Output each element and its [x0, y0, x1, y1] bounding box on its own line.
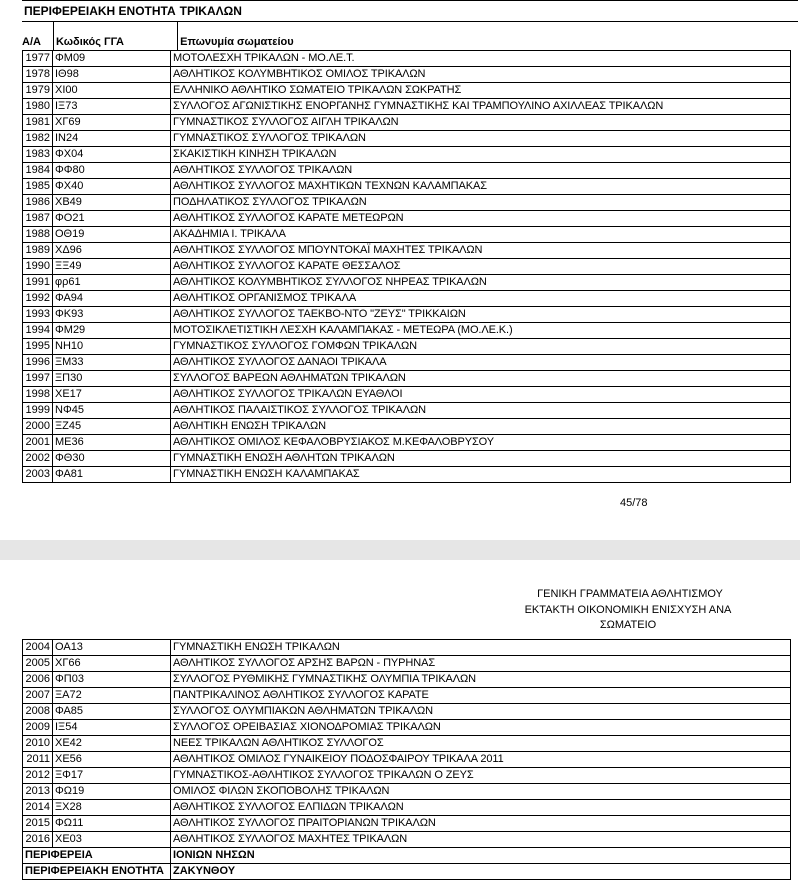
row-number: 2016 — [23, 832, 53, 848]
table-row — [23, 656, 791, 672]
row-code: ΦΜ09 — [53, 51, 171, 67]
table-row — [23, 704, 791, 720]
document-page-bottom — [0, 560, 800, 889]
row-number: 1999 — [23, 403, 53, 419]
row-club-name: ΠΑΝΤΡΙΚΑΛΙΝΟΣ ΑΘΛΗΤΙΚΟΣ ΣΥΛΛΟΓΟΣ ΚΑΡΑΤΕ — [171, 688, 791, 704]
clubs-table-bottom — [22, 639, 791, 880]
table-row — [23, 227, 791, 243]
section-value: ΙΟΝΙΩΝ ΝΗΣΩΝ — [171, 848, 791, 864]
clubs-table-top — [22, 50, 791, 483]
table-row — [23, 435, 791, 451]
row-number: 1991 — [23, 275, 53, 291]
row-number: 2014 — [23, 800, 53, 816]
row-code: ΦΘ30 — [53, 451, 171, 467]
row-number: 1980 — [23, 99, 53, 115]
row-code: ΦΠ03 — [53, 672, 171, 688]
table-row — [23, 211, 791, 227]
row-club-name: ΑΘΛΗΤΙΚΟΣ ΟΜΙΛΟΣ ΚΕΦΑΛΟΒΡΥΣΙΑΚΟΣ Μ.ΚΕΦΑΛΟΒΡΥΣΟΥ — [171, 435, 791, 451]
table-row — [23, 387, 791, 403]
table-row — [23, 323, 791, 339]
row-number: 1986 — [23, 195, 53, 211]
row-club-name: ΝΕΕΣ ΤΡΙΚΑΛΩΝ ΑΘΛΗΤΙΚΟΣ ΣΥΛΛΟΓΟΣ — [171, 736, 791, 752]
row-number: 2013 — [23, 784, 53, 800]
row-code: ΙΘ98 — [53, 67, 171, 83]
row-code: ΧΙ00 — [53, 83, 171, 99]
table-row — [23, 736, 791, 752]
column-header-name: Επωνυμία σωματείου — [178, 34, 798, 50]
row-number: 1979 — [23, 83, 53, 99]
row-number: 1993 — [23, 307, 53, 323]
page-number: 45/78 — [620, 497, 648, 509]
row-number: 2003 — [23, 467, 53, 483]
table-row — [23, 339, 791, 355]
row-code: ΧΓ69 — [53, 115, 171, 131]
row-number: 2007 — [23, 688, 53, 704]
table-row — [23, 83, 791, 99]
table-row — [23, 275, 791, 291]
row-number: 2015 — [23, 816, 53, 832]
row-code: ΙΝ24 — [53, 131, 171, 147]
row-number: 2001 — [23, 435, 53, 451]
row-club-name: ΣΥΛΛΟΓΟΣ ΒΑΡΕΩΝ ΑΘΛΗΜΑΤΩΝ ΤΡΙΚΑΛΩΝ — [171, 371, 791, 387]
row-club-name: ΟΜΙΛΟΣ ΦΙΛΩΝ ΣΚΟΠΟΒΟΛΗΣ ΤΡΙΚΑΛΩΝ — [171, 784, 791, 800]
row-club-name: ΑΘΛΗΤΙΚΟΣ ΣΥΛΛΟΓΟΣ ΚΑΡΑΤΕ ΜΕΤΕΩΡΩΝ — [171, 211, 791, 227]
row-club-name: ΓΥΜΝΑΣΤΙΚΗ ΕΝΩΣΗ ΑΘΛΗΤΩΝ ΤΡΙΚΑΛΩΝ — [171, 451, 791, 467]
row-code: ΞΖ45 — [53, 419, 171, 435]
row-number: 1998 — [23, 387, 53, 403]
row-number: 2002 — [23, 451, 53, 467]
row-number: 1988 — [23, 227, 53, 243]
row-club-name: ΓΥΜΝΑΣΤΙΚΟΣ ΣΥΛΛΟΓΟΣ ΤΡΙΚΑΛΩΝ — [171, 131, 791, 147]
page-separator — [0, 540, 800, 560]
row-number: 2005 — [23, 656, 53, 672]
row-club-name: ΜΟΤΟΣΙΚΛΕΤΙΣΤΙΚΗ ΛΕΣΧΗ ΚΑΛΑΜΠΑΚΑΣ - ΜΕΤΕΩΡΑ (ΜΟ.ΛΕ.Κ.) — [171, 323, 791, 339]
table-row — [23, 672, 791, 688]
table-row — [23, 371, 791, 387]
row-club-name: ΑΘΛΗΤΙΚΟΣ ΣΥΛΛΟΓΟΣ ΜΑΧΗΤΕΣ ΤΡΙΚΑΛΩΝ — [171, 832, 791, 848]
row-club-name: ΑΚΑΔΗΜΙΑ Ι. ΤΡΙΚΑΛΑ — [171, 227, 791, 243]
table-row — [23, 467, 791, 483]
row-code: ΞΦ17 — [53, 768, 171, 784]
row-code: φρ61 — [53, 275, 171, 291]
row-number: 1981 — [23, 115, 53, 131]
table-row — [23, 115, 791, 131]
row-code: ΦΑ94 — [53, 291, 171, 307]
row-number: 1990 — [23, 259, 53, 275]
row-number: 1987 — [23, 211, 53, 227]
row-club-name: ΕΛΛΗΝΙΚΟ ΑΘΛΗΤΙΚΟ ΣΩΜΑΤΕΙΟ ΤΡΙΚΑΛΩΝ ΣΩΚΡΑΤΗΣ — [171, 83, 791, 99]
row-code: ΦΩ11 — [53, 816, 171, 832]
row-code: ΧΕ03 — [53, 832, 171, 848]
row-code: ΦΧ40 — [53, 179, 171, 195]
row-number: 1983 — [23, 147, 53, 163]
row-code: ΞΑ72 — [53, 688, 171, 704]
row-club-name: ΓΥΜΝΑΣΤΙΚΟΣ ΣΥΛΛΟΓΟΣ ΓΟΜΦΩΝ ΤΡΙΚΑΛΩΝ — [171, 339, 791, 355]
table-row — [23, 99, 791, 115]
row-club-name: ΣΥΛΛΟΓΟΣ ΟΛΥΜΠΙΑΚΩΝ ΑΘΛΗΜΑΤΩΝ ΤΡΙΚΑΛΩΝ — [171, 704, 791, 720]
row-number: 1992 — [23, 291, 53, 307]
table-row — [23, 688, 791, 704]
table-row — [23, 752, 791, 768]
column-header-code: Κωδικός ΓΓΑ — [54, 34, 178, 50]
row-number: 1989 — [23, 243, 53, 259]
table-row — [23, 832, 791, 848]
doc-header-line1: ΓΕΝΙΚΗ ΓΡΑΜΜΑΤΕΙΑ ΑΘΛΗΤΙΣΜΟΥ — [537, 588, 723, 600]
row-code: ΦΟ21 — [53, 211, 171, 227]
row-club-name: ΑΘΛΗΤΙΚΟΣ ΣΥΛΛΟΓΟΣ ΜΑΧΗΤΙΚΩΝ ΤΕΧΝΩΝ ΚΑΛΑΜΠΑΚΑΣ — [171, 179, 791, 195]
section-row — [23, 848, 791, 864]
row-code: ΧΕ42 — [53, 736, 171, 752]
row-club-name: ΜΟΤΟΛΕΣΧΗ ΤΡΙΚΑΛΩΝ - ΜΟ.ΛΕ.Τ. — [171, 51, 791, 67]
table-row — [23, 195, 791, 211]
row-code: ΦΩ19 — [53, 784, 171, 800]
row-code: ΙΞ54 — [53, 720, 171, 736]
row-number: 1978 — [23, 67, 53, 83]
section-value: ΖΑΚΥΝΘΟΥ — [171, 864, 791, 880]
row-number: 1997 — [23, 371, 53, 387]
table-row — [23, 816, 791, 832]
row-club-name: ΑΘΛΗΤΙΚΟΣ ΣΥΛΛΟΓΟΣ ΔΑΝΑΟΙ ΤΡΙΚΑΛΑ — [171, 355, 791, 371]
row-number: 2006 — [23, 672, 53, 688]
table-row — [23, 419, 791, 435]
table-row — [23, 291, 791, 307]
row-code: ΦΚ93 — [53, 307, 171, 323]
row-club-name: ΑΘΛΗΤΙΚΟΣ ΣΥΛΛΟΓΟΣ ΑΡΣΗΣ ΒΑΡΩΝ - ΠΥΡΗΝΑΣ — [171, 656, 791, 672]
table-row — [23, 720, 791, 736]
table-row — [23, 403, 791, 419]
table-row — [23, 768, 791, 784]
row-code: ΦΦ80 — [53, 163, 171, 179]
row-code: ΞΧ28 — [53, 800, 171, 816]
section-row — [23, 864, 791, 880]
row-club-name: ΑΘΛΗΤΙΚΟΣ ΣΥΛΛΟΓΟΣ ΤΑΕΚΒΟ-ΝΤΟ "ΖΕΥΣ" ΤΡΙΚΚΑΙΩΝ — [171, 307, 791, 323]
row-club-name: ΓΥΜΝΑΣΤΙΚΟΣ-ΑΘΛΗΤΙΚΟΣ ΣΥΛΛΟΓΟΣ ΤΡΙΚΑΛΩΝ Ο ΖΕΥΣ — [171, 768, 791, 784]
row-club-name: ΣΥΛΛΟΓΟΣ ΟΡΕΙΒΑΣΙΑΣ ΧΙΟΝΟΔΡΟΜΙΑΣ ΤΡΙΚΑΛΩΝ — [171, 720, 791, 736]
row-club-name: ΑΘΛΗΤΙΚΟΣ ΚΟΛΥΜΒΗΤΙΚΟΣ ΣΥΛΛΟΓΟΣ ΝΗΡΕΑΣ ΤΡΙΚΑΛΩΝ — [171, 275, 791, 291]
row-code: ΞΞ49 — [53, 259, 171, 275]
table-row — [23, 640, 791, 656]
row-number: 2012 — [23, 768, 53, 784]
row-number: 2000 — [23, 419, 53, 435]
row-club-name: ΑΘΛΗΤΙΚΟΣ ΣΥΛΛΟΓΟΣ ΚΑΡΑΤΕ ΘΕΣΣΑΛΟΣ — [171, 259, 791, 275]
row-club-name: ΑΘΛΗΤΙΚΟΣ ΟΡΓΑΝΙΣΜΟΣ ΤΡΙΚΑΛΑ — [171, 291, 791, 307]
row-code: ΧΕ56 — [53, 752, 171, 768]
table-row — [23, 147, 791, 163]
row-club-name: ΑΘΛΗΤΙΚΟΣ ΣΥΛΛΟΓΟΣ ΤΡΙΚΑΛΩΝ — [171, 163, 791, 179]
row-number: 1996 — [23, 355, 53, 371]
row-number: 1995 — [23, 339, 53, 355]
row-code: ΙΞ73 — [53, 99, 171, 115]
table-row — [23, 451, 791, 467]
row-club-name: ΓΥΜΝΑΣΤΙΚΗ ΕΝΩΣΗ ΤΡΙΚΑΛΩΝ — [171, 640, 791, 656]
row-number: 1984 — [23, 163, 53, 179]
row-code: ΧΔ96 — [53, 243, 171, 259]
row-club-name: ΓΥΜΝΑΣΤΙΚΗ ΕΝΩΣΗ ΚΑΛΑΜΠΑΚΑΣ — [171, 467, 791, 483]
table-row — [23, 67, 791, 83]
row-club-name: ΑΘΛΗΤΙΚΟΣ ΣΥΛΛΟΓΟΣ ΕΛΠΙΔΩΝ ΤΡΙΚΑΛΩΝ — [171, 800, 791, 816]
top-header-table — [22, 0, 798, 50]
row-code: ΦΧ04 — [53, 147, 171, 163]
row-club-name: ΑΘΛΗΤΙΚΗ ΕΝΩΣΗ ΤΡΙΚΑΛΩΝ — [171, 419, 791, 435]
column-header-index: Α/Α — [22, 36, 41, 48]
table-row — [23, 163, 791, 179]
table-row — [23, 307, 791, 323]
table-row — [23, 179, 791, 195]
region-value: ΤΡΙΚΑΛΩΝ — [178, 1, 798, 22]
row-code: ΧΓ66 — [53, 656, 171, 672]
row-code: ΟΑ13 — [53, 640, 171, 656]
row-code: ΞΜ33 — [53, 355, 171, 371]
row-code: ΦΑ81 — [53, 467, 171, 483]
table-row — [23, 51, 791, 67]
row-code: ΜΕ36 — [53, 435, 171, 451]
row-code: ΦΑ85 — [53, 704, 171, 720]
row-club-name: ΑΘΛΗΤΙΚΟΣ ΣΥΛΛΟΓΟΣ ΜΠΟΥΝΤΟΚΑΪ ΜΑΧΗΤΕΣ ΤΡΙΚΑΛΩΝ — [171, 243, 791, 259]
table-row — [23, 259, 791, 275]
section-label: ΠΕΡΙΦΕΡΕΙΑΚΗ ΕΝΟΤΗΤΑ — [23, 864, 171, 880]
row-code: ΦΜ29 — [53, 323, 171, 339]
row-number: 2010 — [23, 736, 53, 752]
table-row — [23, 800, 791, 816]
row-number: 2011 — [23, 752, 53, 768]
row-number: 2009 — [23, 720, 53, 736]
row-number: 2008 — [23, 704, 53, 720]
row-number: 1985 — [23, 179, 53, 195]
row-code: ΧΕ17 — [53, 387, 171, 403]
row-club-name: ΑΘΛΗΤΙΚΟΣ ΠΑΛΑΙΣΤΙΚΟΣ ΣΥΛΛΟΓΟΣ ΤΡΙΚΑΛΩΝ — [171, 403, 791, 419]
row-number: 2004 — [23, 640, 53, 656]
row-number: 1977 — [23, 51, 53, 67]
row-club-name: ΣΥΛΛΟΓΟΣ ΑΓΩΝΙΣΤΙΚΗΣ ΕΝΟΡΓΑΝΗΣ ΓΥΜΝΑΣΤΙΚΗΣ ΚΑΙ ΤΡΑΜΠΟΥΛΙΝΟ ΑΧΙΛΛΕΑΣ ΤΡΙΚΑΛΩΝ — [171, 99, 791, 115]
row-code: ΝΦ45 — [53, 403, 171, 419]
row-club-name: ΣΚΑΚΙΣΤΙΚΗ ΚΙΝΗΣΗ ΤΡΙΚΑΛΩΝ — [171, 147, 791, 163]
row-number: 1994 — [23, 323, 53, 339]
row-code: ΧΒ49 — [53, 195, 171, 211]
row-club-name: ΣΥΛΛΟΓΟΣ ΡΥΘΜΙΚΗΣ ΓΥΜΝΑΣΤΙΚΗΣ ΟΛΥΜΠΙΑ ΤΡΙΚΑΛΩΝ — [171, 672, 791, 688]
row-club-name: ΠΟΔΗΛΑΤΙΚΟΣ ΣΥΛΛΟΓΟΣ ΤΡΙΚΑΛΩΝ — [171, 195, 791, 211]
row-club-name: ΑΘΛΗΤΙΚΟΣ ΣΥΛΛΟΓΟΣ ΤΡΙΚΑΛΩΝ ΕΥΑΘΛΟΙ — [171, 387, 791, 403]
table-row — [23, 355, 791, 371]
section-label: ΠΕΡΙΦΕΡΕΙΑ — [23, 848, 171, 864]
row-code: ΞΠ30 — [53, 371, 171, 387]
table-row — [23, 243, 791, 259]
row-club-name: ΑΘΛΗΤΙΚΟΣ ΚΟΛΥΜΒΗΤΙΚΟΣ ΟΜΙΛΟΣ ΤΡΙΚΑΛΩΝ — [171, 67, 791, 83]
doc-header-line2: ΕΚΤΑΚΤΗ ΟΙΚΟΝΟΜΙΚΗ ΕΝΙΣΧΥΣΗ ΑΝΑ ΣΩΜΑΤΕΙΟ — [524, 604, 732, 631]
row-club-name: ΑΘΛΗΤΙΚΟΣ ΟΜΙΛΟΣ ΓΥΝΑΙΚΕΙΟΥ ΠΟΔΟΣΦΑΙΡΟΥ ΤΡΙΚΑΛΑ 2011 — [171, 752, 791, 768]
table-row — [23, 784, 791, 800]
region-label: ΠΕΡΙΦΕΡΕΙΑΚΗ ΕΝΟΤΗΤΑ — [22, 1, 178, 22]
row-number: 1982 — [23, 131, 53, 147]
row-club-name: ΓΥΜΝΑΣΤΙΚΟΣ ΣΥΛΛΟΓΟΣ ΑΙΓΛΗ ΤΡΙΚΑΛΩΝ — [171, 115, 791, 131]
row-club-name: ΑΘΛΗΤΙΚΟΣ ΣΥΛΛΟΓΟΣ ΠΡΑΙΤΟΡΙΑΝΩΝ ΤΡΙΚΑΛΩΝ — [171, 816, 791, 832]
table-row — [23, 131, 791, 147]
row-code: ΝΗ10 — [53, 339, 171, 355]
row-code: ΟΘ19 — [53, 227, 171, 243]
